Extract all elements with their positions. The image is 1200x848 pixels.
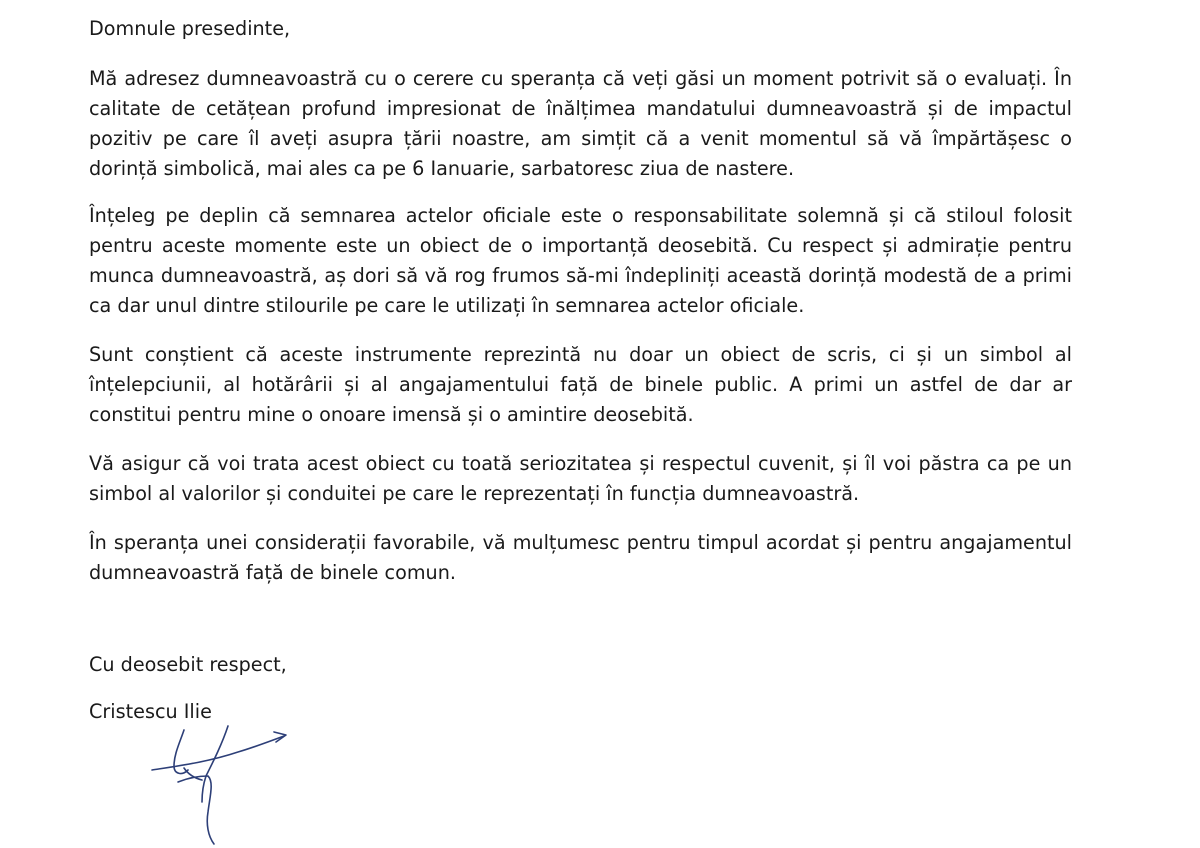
paragraph-request: Mă adresez dumneavoastră cu o cerere cu speranța că veți găsi un moment potrivit să o evaluați. În calitate de cetățean profund impresionat de înălțimea mandatului dumneavoastră și de impactul pozitiv pe care îl aveți asupra țării noastre, am simțit că a venit momentul să vă împărtășesc o dorință simbolică, mai ales ca pe 6 Ianuarie, sarbatoresc ziua de nastere. — [89, 67, 1072, 180]
paragraph-thanks: În speranța unei considerații favorabile, vă mulțumesc pentru timpul acordat și pentru angajamentul dumneavoastră față de binele comun. — [89, 531, 1072, 584]
paragraph-assurance: Vă asigur că voi trata acest obiect cu toată seriozitatea și respectul cuvenit, și îl voi păstra ca pe un simbol al valorilor și conduitei pe care le reprezentați în funcția dumneavoastră. — [89, 452, 1072, 505]
paragraph-symbol: Sunt conștient că aceste instrumente reprezintă nu doar un obiect de scris, ci și un simbol al înțelepciunii, al hotărârii și al angajamentului față de binele public. A primi un astfel de dar ar constitui pentru mine o onoare imensă și o amintire deosebită. — [89, 343, 1072, 426]
handwritten-signature-icon — [148, 722, 296, 846]
salutation: Domnule presedinte, — [89, 17, 291, 40]
letter-body — [89, 14, 1072, 727]
closing-phrase: Cu deosebit respect, — [89, 653, 287, 676]
paragraph-pen-wish: Înțeleg pe deplin că semnarea actelor oficiale este o responsabilitate solemnă și că stiloul folosit pentru aceste momente este un obiect de o importanță deosebită. Cu respect și admirație pentru munca dumneavoastră, aș dori să vă rog frumos să-mi îndepliniți această dorință modestă de a primi ca dar unul dintre stilourile pe care le utilizați în semnarea actelor oficiale. — [89, 204, 1072, 317]
sender-name: Cristescu Ilie — [89, 700, 212, 723]
